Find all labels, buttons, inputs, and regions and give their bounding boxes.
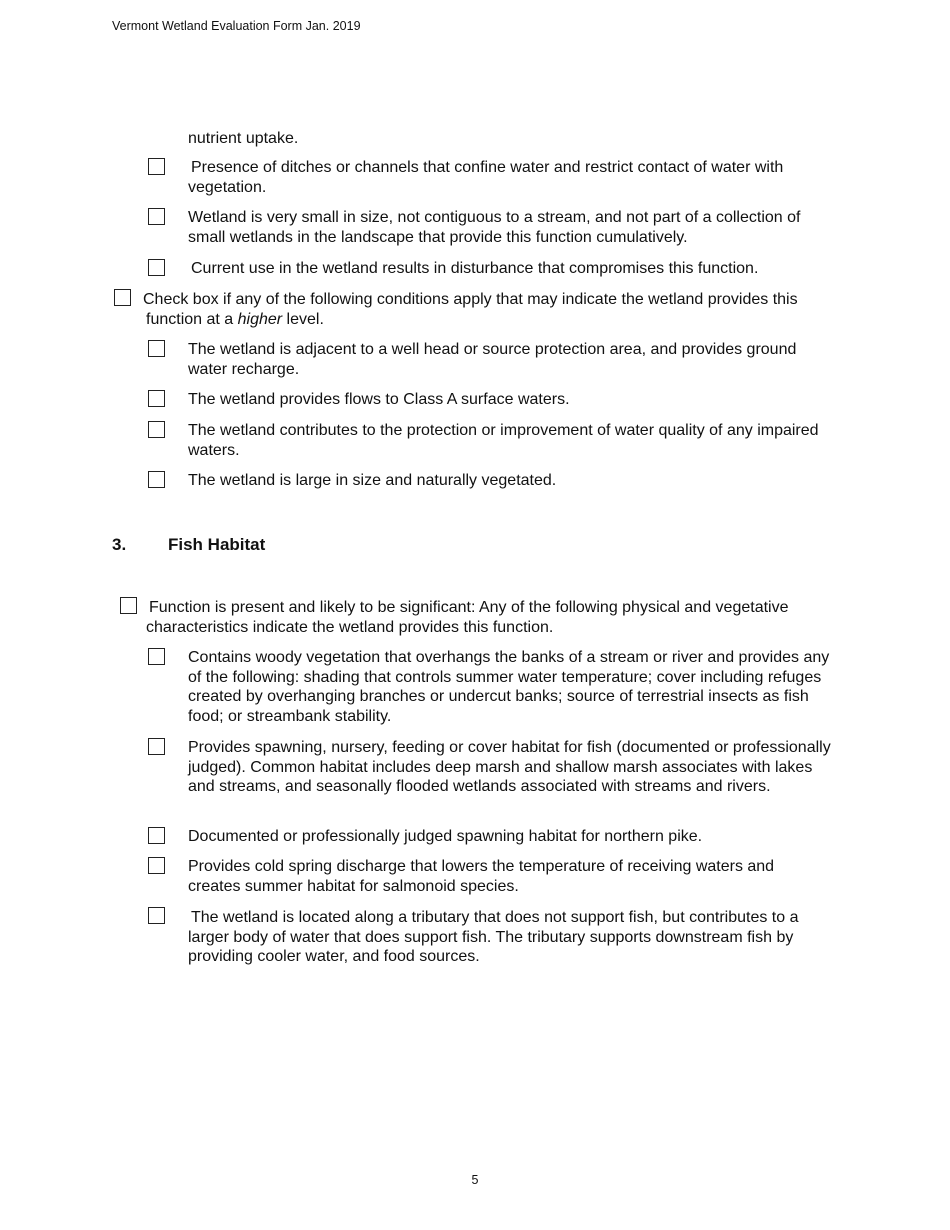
list-item-current-use: Current use in the wetland results in disturbance that compromises this function.	[191, 260, 759, 277]
higher-level-lead	[143, 290, 821, 329]
checkbox-current-use[interactable]	[148, 259, 165, 276]
list-item-well-head: The wetland is adjacent to a well head or source protection area, and provides ground water recharge.	[188, 341, 797, 378]
list-item-small-wetland: Wetland is very small in size, not contiguous to a stream, and not part of a collection of small wetlands in the landscape that provide this function cumulatively.	[188, 209, 801, 246]
higher-level-lead-after: level.	[282, 310, 324, 328]
list-item-tributary: The wetland is located along a tributary that does not support fish, but contributes to a larger body of water that does support fish. The tributary supports downstream fish by providing cooler water, and food sources.	[188, 909, 799, 966]
list-item-class-a: The wetland provides flows to Class A surface waters.	[188, 391, 570, 408]
page-header: Vermont Wetland Evaluation Form Jan. 2019	[112, 19, 361, 33]
list-item-impaired-waters: The wetland contributes to the protection or improvement of water quality of any impaired waters.	[188, 422, 819, 459]
checkbox-spawning-habitat[interactable]	[148, 738, 165, 755]
checkbox-small-wetland[interactable]	[148, 208, 165, 225]
section-title: Fish Habitat	[168, 535, 266, 554]
checkbox-class-a[interactable]	[148, 390, 165, 407]
higher-level-lead-before: Check box if any of the following conditions apply that may indicate the wetland provides this function at a	[143, 291, 798, 328]
checkbox-tributary[interactable]	[148, 907, 165, 924]
page-number: 5	[471, 1173, 479, 1187]
checkbox-well-head[interactable]	[148, 340, 165, 357]
checkbox-cold-spring[interactable]	[148, 857, 165, 874]
list-item-cold-spring: Provides cold spring discharge that lowers the temperature of receiving waters and creates summer habitat for salmonoid species.	[188, 858, 775, 895]
list-item-woody-vegetation: Contains woody vegetation that overhangs the banks of a stream or river and provides any of the following: shading that controls summer water temperature; cover including refuges created by overhanging branches or undercut banks; source of terrestrial insects as fish food; or streambank stability.	[188, 649, 830, 725]
checkbox-woody-vegetation[interactable]	[148, 648, 165, 665]
checkbox-impaired-waters[interactable]	[148, 421, 165, 438]
section-number: 3.	[112, 535, 127, 554]
checkbox-northern-pike[interactable]	[148, 827, 165, 844]
list-item-ditches: Presence of ditches or channels that confine water and restrict contact of water with vegetation.	[188, 159, 784, 196]
list-item-northern-pike: Documented or professionally judged spawning habitat for northern pike.	[188, 828, 703, 845]
list-item-spawning-habitat: Provides spawning, nursery, feeding or cover habitat for fish (documented or professionally judged). Common habitat includes deep marsh and shallow marsh associates with lakes and streams, and seasonally flooded wetlands associated with streams and rivers.	[188, 739, 831, 796]
continuation-text: nutrient uptake.	[188, 130, 299, 147]
checkbox-function-present[interactable]	[120, 597, 137, 614]
list-item-large-size: The wetland is large in size and naturally vegetated.	[188, 472, 557, 489]
higher-level-emphasis: higher	[237, 310, 283, 328]
checkbox-higher-level[interactable]	[114, 289, 131, 306]
checkbox-large-size[interactable]	[148, 471, 165, 488]
checkbox-ditches[interactable]	[148, 158, 165, 175]
function-present-lead: Function is present and likely to be significant: Any of the following physical and vegetative characteristics indicate the wetland provides this function.	[146, 599, 789, 636]
